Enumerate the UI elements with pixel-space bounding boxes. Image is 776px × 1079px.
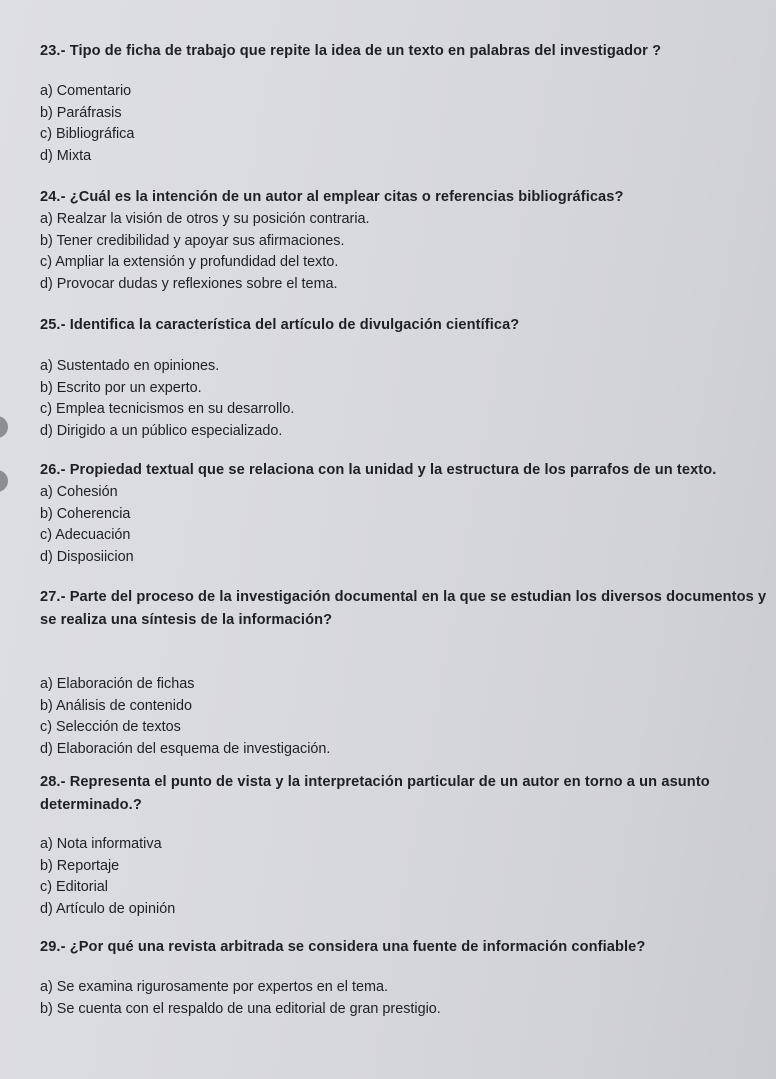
option-b: b) Escrito por un experto. (40, 379, 202, 396)
option-list (40, 977, 770, 1020)
option-d: d) Provocar dudas y reflexiones sobre el tema. (40, 275, 338, 292)
option-b: b) Reportaje (40, 857, 120, 874)
question-text: 25.- Identifica la característica del artículo de divulgación científica? (40, 317, 520, 333)
option-b: b) Se cuenta con el respaldo de una editorial de gran prestigio. (40, 1000, 441, 1017)
option-d: d) Elaboración del esquema de investigación. (40, 740, 331, 757)
binder-hole-mark (0, 470, 8, 492)
question-text: 29.- ¿Por qué una revista arbitrada se considera una fuente de información confiable? (40, 939, 646, 955)
option-c: c) Ampliar la extensión y profundidad del texto. (40, 254, 339, 271)
option-c: c) Emplea tecnicismos en su desarrollo. (40, 401, 295, 418)
option-list (40, 356, 770, 442)
binder-hole-mark (0, 416, 8, 438)
option-list (40, 674, 770, 760)
question-25 (40, 314, 770, 442)
question-26 (40, 459, 770, 568)
option-list (40, 834, 770, 920)
question-23 (40, 40, 770, 167)
option-b: b) Paráfrasis (40, 104, 122, 121)
option-a: a) Realzar la visión de otros y su posición contraria. (40, 211, 370, 227)
option-b: b) Coherencia (40, 505, 131, 522)
question-27 (40, 586, 770, 760)
question-29 (40, 936, 770, 1020)
option-a: a) Nota informativa (40, 836, 162, 852)
question-24 (40, 186, 770, 295)
question-text: 26.- Propiedad textual que se relaciona con la unidad y la estructura de los parrafos de un texto. (40, 462, 717, 478)
option-b: b) Análisis de contenido (40, 697, 193, 714)
option-a: a) Se examina rigurosamente por expertos en el tema. (40, 979, 388, 995)
option-c: c) Editorial (40, 879, 108, 896)
question-text: 27.- Parte del proceso de la investigación documental en la que se estudian los diversos documentos y se realiza una síntesis de la información? (40, 589, 767, 628)
option-list (40, 81, 770, 167)
option-a: a) Sustentado en opiniones. (40, 358, 220, 374)
option-b: b) Tener credibilidad y apoyar sus afirmaciones. (40, 232, 345, 249)
option-d: d) Artículo de opinión (40, 900, 176, 917)
option-c: c) Adecuación (40, 527, 131, 544)
option-list (40, 482, 770, 568)
option-a: a) Comentario (40, 83, 132, 99)
option-c: c) Bibliográfica (40, 126, 135, 143)
option-d: d) Mixta (40, 147, 92, 164)
question-text: 23.- Tipo de ficha de trabajo que repite la idea de un texto en palabras del investigador ? (40, 43, 662, 59)
option-a: a) Elaboración de fichas (40, 676, 195, 692)
option-d: d) Disposiicion (40, 548, 134, 565)
question-28 (40, 771, 770, 920)
question-text: 24.- ¿Cuál es la intención de un autor al emplear citas o referencias bibliográficas? (40, 189, 624, 205)
option-d: d) Dirigido a un público especializado. (40, 422, 283, 439)
option-c: c) Selección de textos (40, 719, 181, 736)
option-a: a) Cohesión (40, 484, 118, 500)
question-text: 28.- Representa el punto de vista y la interpretación particular de un autor en torno a un asunto determinado.? (40, 774, 710, 813)
option-list (40, 209, 770, 295)
